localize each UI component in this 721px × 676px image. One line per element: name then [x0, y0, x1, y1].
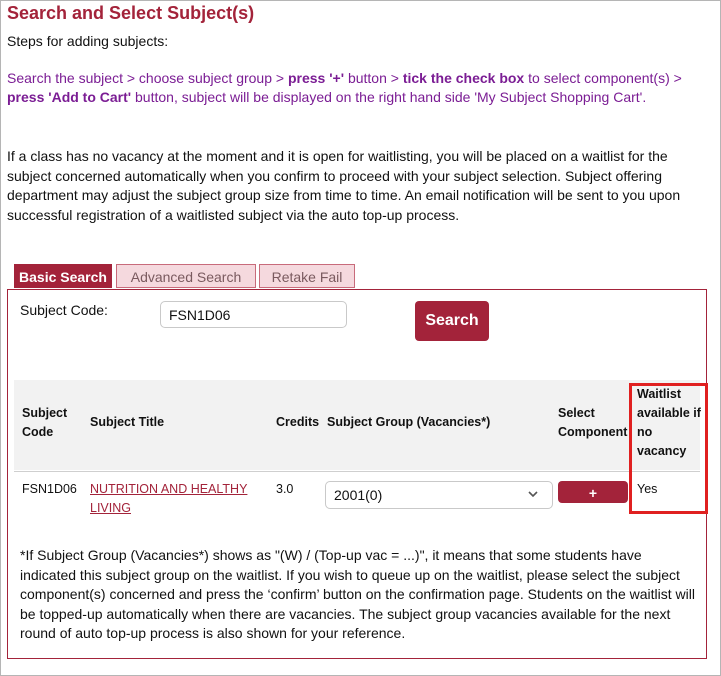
- tab-retake-fail[interactable]: Retake Fail: [259, 264, 355, 288]
- cell-credits: 3.0: [276, 482, 294, 496]
- steps-heading: Steps for adding subjects:: [7, 33, 169, 49]
- instructions-part: to select component(s) >: [524, 70, 682, 86]
- cell-waitlist: Yes: [637, 482, 658, 496]
- instructions-text: [7, 69, 707, 107]
- column-header-subject-code: Subject Code: [22, 406, 68, 439]
- instructions-part: Search the subject > choose subject group >: [7, 70, 288, 86]
- column-header-subject-group: Subject Group (Vacancies*): [327, 415, 491, 429]
- subject-title-link[interactable]: NUTRITION AND HEALTHY LIVING: [90, 482, 248, 515]
- instructions-part: button >: [344, 70, 403, 86]
- chevron-down-icon: [526, 482, 540, 508]
- tab-basic-search[interactable]: Basic Search: [14, 264, 112, 288]
- header-divider: [14, 471, 700, 472]
- subject-code-label: Subject Code:: [20, 302, 108, 318]
- instructions-bold: press '+': [287, 70, 345, 86]
- waitlist-note: If a class has no vacancy at the moment and it is open for waitlisting, you will be placed on a waitlist for the subject concerned automatically when you confirm to proceed with your subject selection. Subject offering department may adjust the subject group size from time to time. An email notification will be sent to you upon successful registration of a waitlisted subject via the auto top-up process.: [7, 148, 681, 223]
- cell-subject-title: [90, 480, 265, 518]
- column-header-select-component: Select Component: [558, 406, 628, 439]
- page-title: Search and Select Subject(s): [7, 3, 255, 23]
- tab-advanced-search[interactable]: Advanced Search: [116, 264, 256, 288]
- column-header-subject-title: Subject Title: [90, 415, 165, 429]
- search-button[interactable]: Search: [415, 301, 489, 341]
- column-header-credits: Credits: [276, 415, 320, 429]
- add-component-button[interactable]: +: [558, 481, 628, 503]
- waitlist-highlight-box: [629, 383, 708, 514]
- instructions-bold: press 'Add to Cart': [7, 89, 132, 105]
- vacancy-footnote: *If Subject Group (Vacancies*) shows as "(W) / (Top-up vac = ...)", it means that some students have indicated this subject group on the waitlist. If you wish to queue up on the waitlist, please select the subject component(s) concerned and press the ‘confirm’ button on the confirmation page. Students on the waitlist will be topped-up automatically when there are vacancies. The subject group vacancies available for the next round of auto top-up process is also shown for your reference.: [20, 547, 695, 641]
- column-header-waitlist: Waitlist available if no vacancy: [637, 387, 701, 458]
- subject-group-select[interactable]: [325, 481, 553, 509]
- subject-code-input[interactable]: [160, 301, 347, 328]
- instructions-bold: tick the check box: [402, 70, 525, 86]
- instructions-part: button, subject will be displayed on the right hand side 'My Subject Shopping Cart'.: [131, 89, 647, 105]
- cell-subject-code: FSN1D06: [22, 482, 77, 496]
- subject-group-value: 2001(0): [334, 487, 383, 503]
